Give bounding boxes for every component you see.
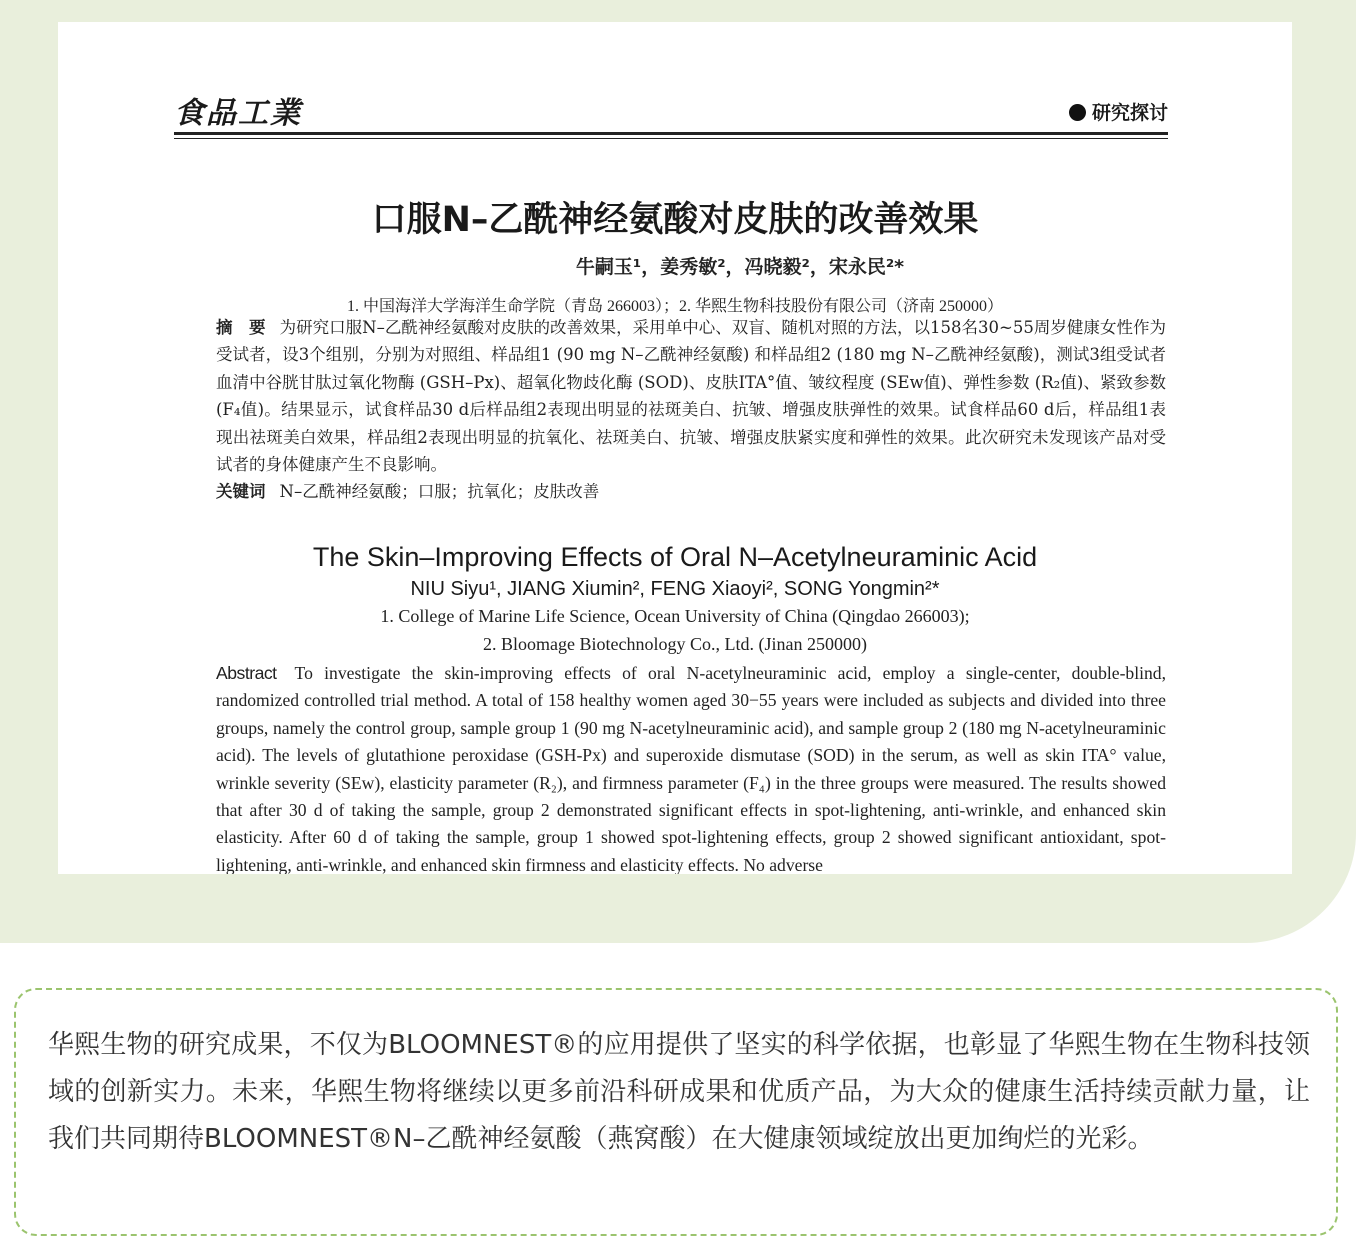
chinese-affiliation: 1. 中国海洋大学海洋生命学院（青岛 266003）；2. 华熙生物科技股份有限公司（济南 250000）: [346, 298, 1003, 315]
paper-page: [58, 22, 1292, 874]
chinese-abstract: [216, 314, 1166, 478]
english-affiliation-1: 1. College of Marine Life Science, Ocean University of China (Qingdao 266003);: [380, 606, 970, 626]
journal-masthead: [174, 86, 1168, 135]
caption-box: [14, 988, 1338, 1236]
bullet-icon: [1069, 104, 1086, 121]
english-abstract: [216, 660, 1166, 874]
english-authors: NIU Siyu¹, JIANG Xiumin², FENG Xiaoyi², SONG Yongmin²*: [410, 578, 940, 600]
chinese-keywords-label: 关键词: [216, 482, 266, 501]
caption-text: 华熙生物的研究成果，不仅为BLOOMNEST®的应用提供了坚实的科学依据，也彰显了华熙生物在生物科技领域的创新实力。未来，华熙生物将继续以更多前沿科研成果和优质产品，为大众的健康生活持续贡献力量，让我们共同期待BLOOMNEST®N–乙酰神经氨酸（燕窝酸）在大健康领域绽放出更加绚烂的光彩。: [48, 1030, 1310, 1154]
english-title: The Skin–Improving Effects of Oral N–Acetylneuraminic Acid: [312, 542, 1038, 572]
english-affiliation-2: 2. Bloomage Biotechnology Co., Ltd. (Jinan 250000): [483, 634, 867, 654]
chinese-title: 口服N–乙酰神经氨酸对皮肤的改善效果: [371, 200, 979, 240]
section-tag: [1069, 98, 1168, 125]
chinese-keywords-text: N–乙酰神经氨酸；口服；抗氧化；皮肤改善: [279, 482, 600, 501]
chinese-authors: 牛嗣玉¹，姜秀敏²，冯晓毅²，宋永民²*: [575, 256, 905, 278]
chinese-keywords: [216, 478, 1166, 502]
section-label: 研究探讨: [1091, 102, 1168, 124]
chinese-abstract-text: 为研究口服N–乙酰神经氨酸对皮肤的改善效果，采用单中心、双盲、随机对照的方法，以158名30~55周岁健康女性作为受试者，设3个组别，分别为对照组、样品组1 (90 mg N–乙酰神经氨酸) 和样品组2 (180 mg N–乙酰神经氨酸)，测试3组受试者血清中谷胱甘肽过氧化物酶 (GSH–Px)、超氧化物歧化酶 (SOD)、皮肤ITA°值、皱纹程度 (SEw值)、弹性参数 (R₂值)、紧致参数 (F₄值)。结果显示，试食样品30 d后样品组2表现出明显的祛斑美白、抗皱、增强皮肤弹性的效果。试食样品60 d后，样品组1表现出祛斑美白效果，样品组2表现出明显的抗氧化、祛斑美白、抗皱、增强皮肤紧实度和弹性的效果。此次研究未发现该产品对受试者的身体健康产生不良影响。: [216, 318, 1167, 475]
english-abstract-label: Abstract: [216, 663, 277, 683]
chinese-abstract-label: 摘 要: [216, 318, 266, 337]
english-abstract-text: To investigate the skin-improving effects of oral N-acetylneuraminic acid, employ a single-center, double-blind, randomized controlled trial method. A total of 158 healthy women aged 30−55 years were included as subjects and divided into three groups, namely the control group, sample group 1 (90 mg N-acetylneuraminic acid), and sample group 2 (180 mg N-acetylneuraminic acid). The levels of glutathione peroxidase (GSH-Px) and superoxide dismutase (SOD) in the serum, as well as skin ITA° value, wrinkle severity (SEw), elasticity parameter (R₂), and firmness parameter (F₄) in the three groups were measured. The results showed that after 30 d of taking the sample, group 2 demonstrated significant effects in spot-lightening, anti-wrinkle, and enhanced skin elasticity. After 60 d of taking the sample, group 1 showed spot-lightening effects, group 2 showed significant antioxidant, spot-lightening, anti-wrinkle, and enhanced skin firmness and elasticity effects. No adverse: [216, 663, 1166, 874]
journal-logo: 食品工業: [174, 96, 302, 131]
